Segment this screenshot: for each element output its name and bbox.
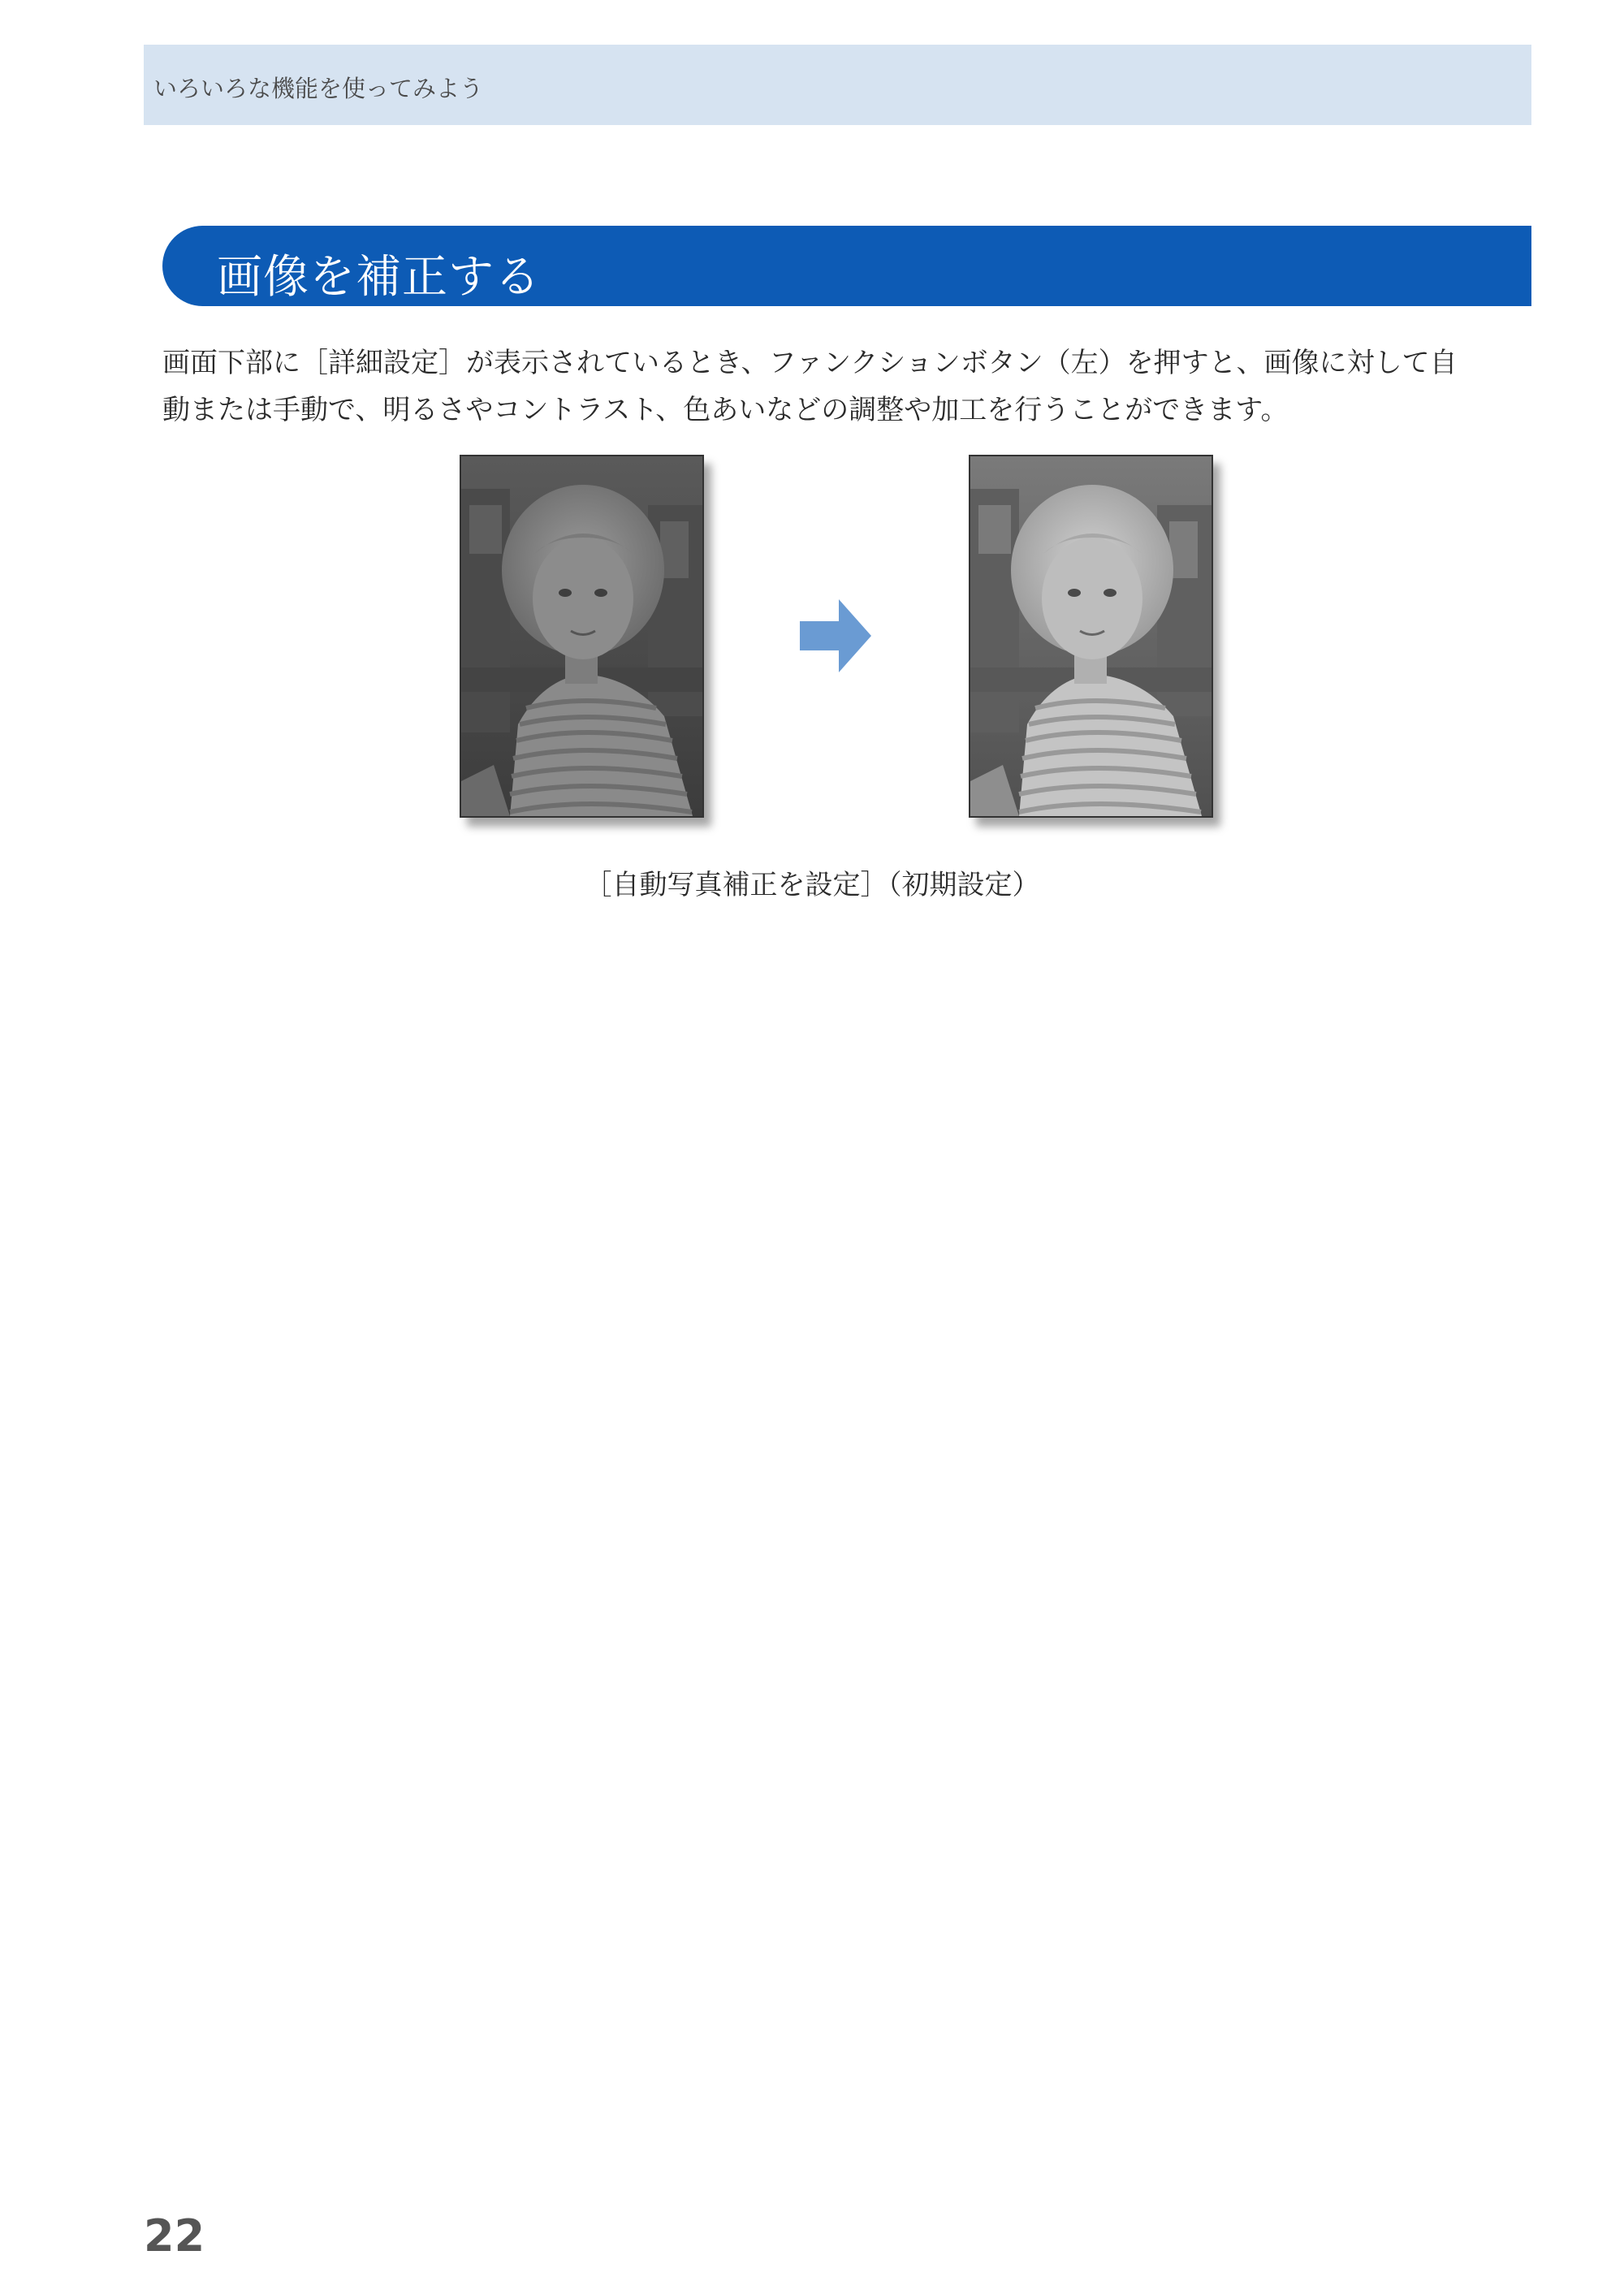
before-photo	[460, 455, 704, 818]
body-line: 画面下部に［詳細設定］が表示されているとき、ファンクションボタン（左）を押すと、画像に対して自	[162, 347, 1458, 379]
body-line: 動または手動で、明るさやコントラスト、色あいなどの調整や加工を行うことができます。	[162, 394, 1289, 426]
breadcrumb: いろいろな機能を使ってみよう	[153, 75, 484, 102]
figure-caption: ［自動写真補正を設定］（初期設定）	[584, 869, 1040, 901]
right-arrow-icon	[800, 599, 871, 672]
after-photo	[969, 455, 1213, 818]
body-paragraph	[162, 339, 1543, 434]
header-band	[144, 45, 1531, 125]
section-title: 画像を補正する	[217, 251, 541, 304]
page-number: 22	[144, 2210, 205, 2262]
section-title-bar	[162, 226, 1531, 306]
